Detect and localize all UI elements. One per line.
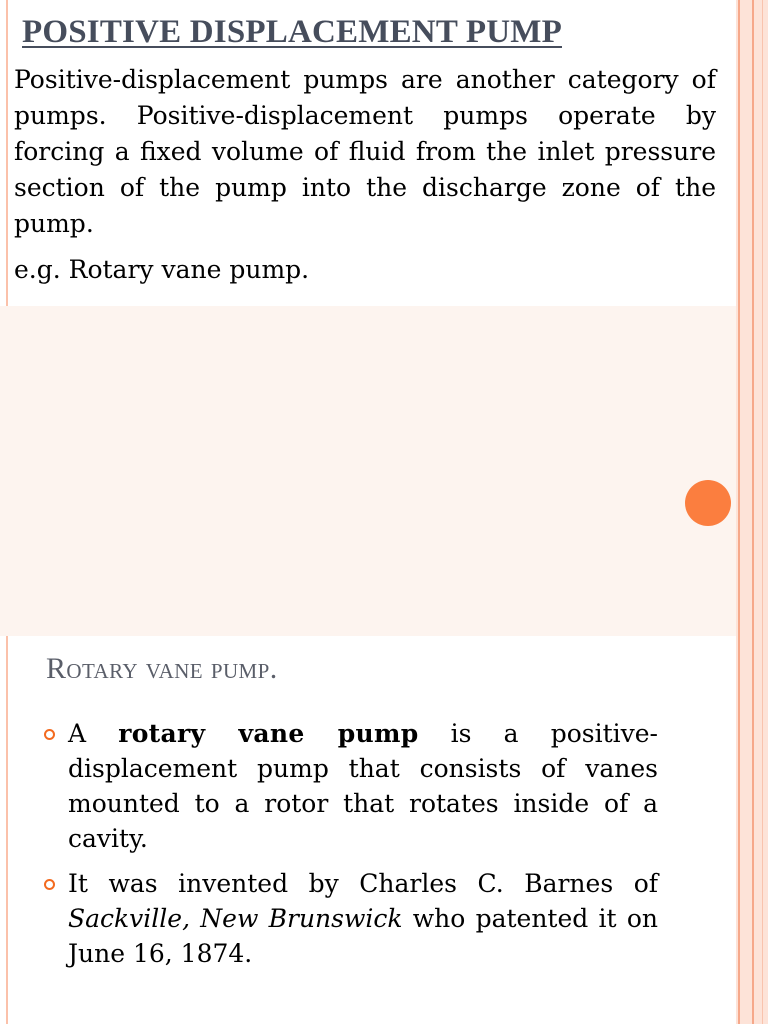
definition-paragraph: Positive-displacement pumps are another category of pumps. Positive-displacement pumps operate by forcing a fixed volume of fluid from the inlet pressure section of the pump into the discharge zone of the pump.	[14, 65, 716, 238]
bullet-text: is a positive-displacement pump that consists of vanes mounted to a rotor that rotates inside of a cavity.	[68, 719, 658, 853]
bullet-bold-term: rotary vane pump	[118, 719, 419, 748]
slide-gap	[0, 306, 736, 636]
bullet-item	[44, 716, 658, 856]
bullet-circle-icon	[44, 879, 55, 890]
bullet-text: It was invented by Charles C. Barnes of	[68, 869, 658, 898]
bullet-text: A	[68, 719, 119, 748]
slide-title: POSITIVE DISPLACEMENT PUMP	[22, 14, 562, 50]
bullet-list	[44, 716, 658, 981]
right-stripe-line	[752, 0, 754, 1024]
example-line: e.g. Rotary vane pump.	[14, 255, 310, 284]
bullet-item	[44, 866, 658, 971]
section-title: Rotary vane pump.	[46, 652, 278, 685]
right-stripe-line	[762, 0, 763, 1024]
bullet-text: who patented it on June 16, 1874.	[68, 904, 658, 968]
bullet-circle-icon	[44, 729, 55, 740]
orange-circle-decoration	[685, 480, 731, 526]
bullet-italic-place: Sackville, New Brunswick	[68, 904, 403, 933]
right-stripe-line	[738, 0, 740, 1024]
